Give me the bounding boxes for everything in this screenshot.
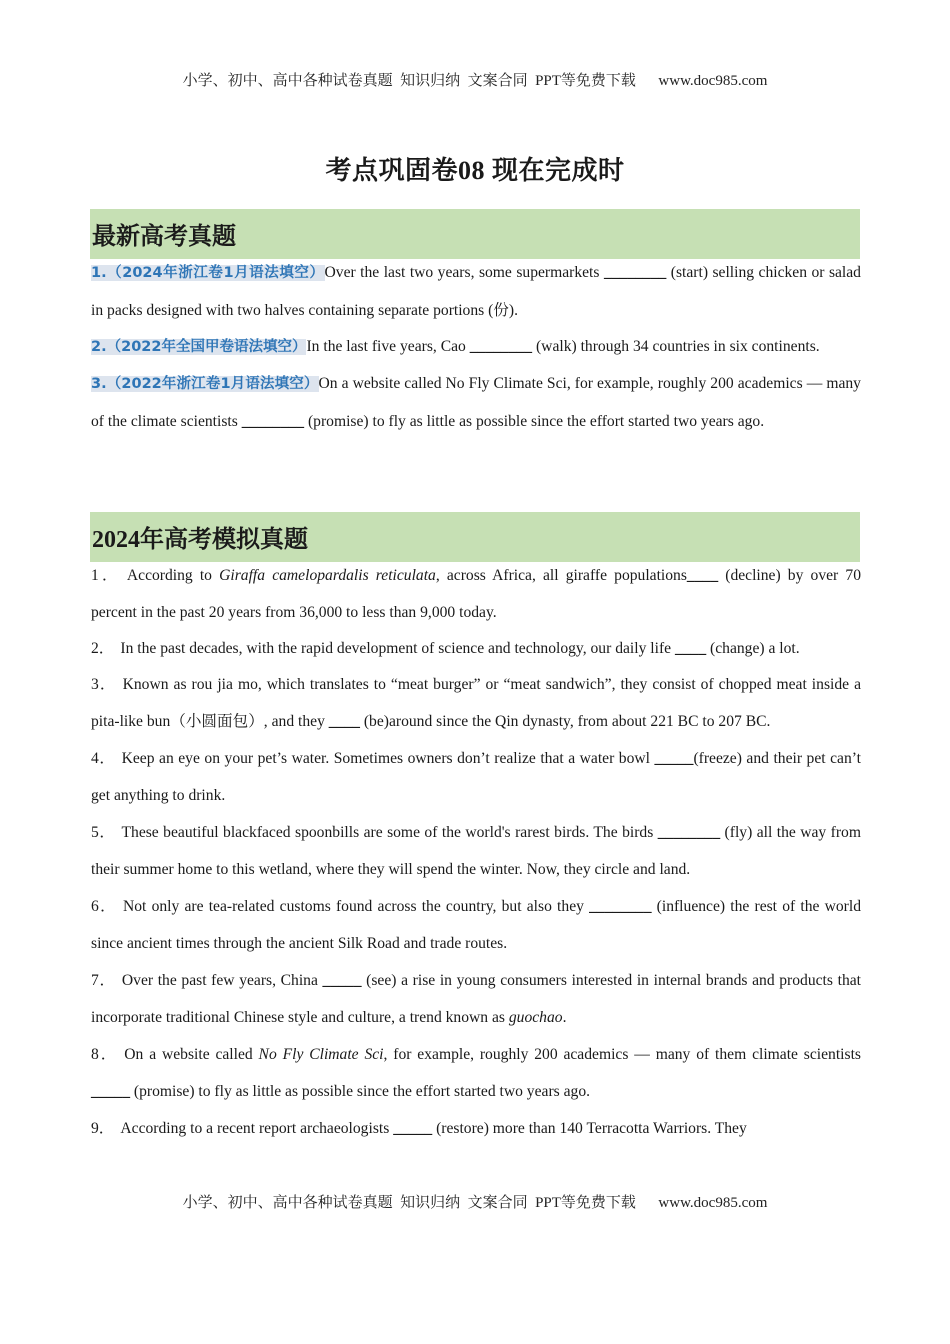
question-source: 3.（2022年浙江卷1月语法填空）	[91, 376, 319, 392]
section-heading-2024-mock-exams: 2024年高考模拟真题	[90, 512, 860, 562]
section-heading-latest-exams: 最新高考真题	[90, 209, 860, 259]
question-item: 8． On a website called No Fly Climate Sci, for example, roughly 200 academics — many of them climate scientists _____ (promise) to fly as little as possible since the effort started two years ago.	[91, 1046, 861, 1100]
question-source: 2.（2022年全国甲卷语法填空）	[91, 339, 307, 355]
question-item: 7． Over the past few years, China _____ (see) a rise in young consumers interested in internal brands and products that incorporate traditional Chinese style and culture, a trend known as guochao.	[91, 972, 861, 1026]
page-title: 考点巩固卷08 现在完成时	[325, 156, 625, 185]
answer-blank[interactable]: ________	[469, 338, 533, 355]
answer-blank[interactable]: ____	[674, 640, 707, 657]
answer-blank[interactable]: ________	[589, 898, 652, 915]
answer-blank[interactable]: _____	[393, 1120, 433, 1137]
question-source: 1.（2024年浙江卷1月语法填空）	[91, 265, 325, 281]
question-item: 9． According to a recent report archaeologists _____ (restore) more than 140 Terracotta Warriors. They	[91, 1120, 747, 1137]
question-item: 3． Known as rou jia mo, which translates to “meat burger” or “meat sandwich”, they consist of chopped meat inside a pita-like bun（小圆面包）, and they ____ (be)around since the Qin dynasty, from about 221 BC to 207 BC.	[91, 676, 861, 730]
answer-blank[interactable]: ________	[657, 824, 721, 841]
answer-blank[interactable]: ________	[241, 413, 305, 430]
answer-blank[interactable]: _____	[91, 1083, 130, 1100]
question-item: 4． Keep an eye on your pet’s water. Sometimes owners don’t realize that a water bowl _____(freeze) and their pet can’t get anything to drink.	[91, 750, 861, 804]
question-item: 2.（2022年全国甲卷语法填空）In the last five years, Cao ________ (walk) through 34 countries in six continents.	[91, 338, 820, 355]
question-item: 6． Not only are tea-related customs found across the country, but also they ________ (influence) the rest of the world since ancient times through the ancient Silk Road and trade routes.	[91, 898, 861, 952]
answer-blank[interactable]: ________	[603, 264, 667, 281]
section1-questions	[91, 254, 861, 440]
question-item: 5． These beautiful blackfaced spoonbills are some of the world's rarest birds. The birds ________ (fly) all the way from their summer home to this wetland, where they will spend the winter. Now, they circle and land.	[91, 824, 861, 878]
question-item: 1． According to Giraffa camelopardalis reticulata, across Africa, all giraffe populations____ (decline) by over 70 percent in the past 20 years from 36,000 to less than 9,000 today.	[91, 567, 861, 621]
question-item: 3.（2022年浙江卷1月语法填空）On a website called No Fly Climate Sci, for example, roughly 200 academics — many of the climate scientists ________ (promise) to fly as little as possible since the effort started two years ago.	[91, 375, 861, 430]
page-footer: 小学、初中、高中各种试卷真题 知识归纳 文案合同 PPT等免费下载 www.doc985.com	[182, 1195, 768, 1211]
section2-questions	[91, 557, 861, 1147]
question-item: 1.（2024年浙江卷1月语法填空）Over the last two years, some supermarkets ________ (start) selling chicken or salad in packs designed with two halves containing separate portions (份).	[91, 264, 861, 319]
question-item: 2． In the past decades, with the rapid development of science and technology, our daily life ____ (change) a lot.	[91, 640, 800, 657]
answer-blank[interactable]: ____	[686, 567, 719, 584]
answer-blank[interactable]: _____	[322, 972, 362, 989]
answer-blank[interactable]: ____	[328, 713, 360, 730]
answer-blank[interactable]: _____	[654, 750, 694, 767]
page-header: 小学、初中、高中各种试卷真题 知识归纳 文案合同 PPT等免费下载 www.doc985.com	[182, 73, 768, 89]
